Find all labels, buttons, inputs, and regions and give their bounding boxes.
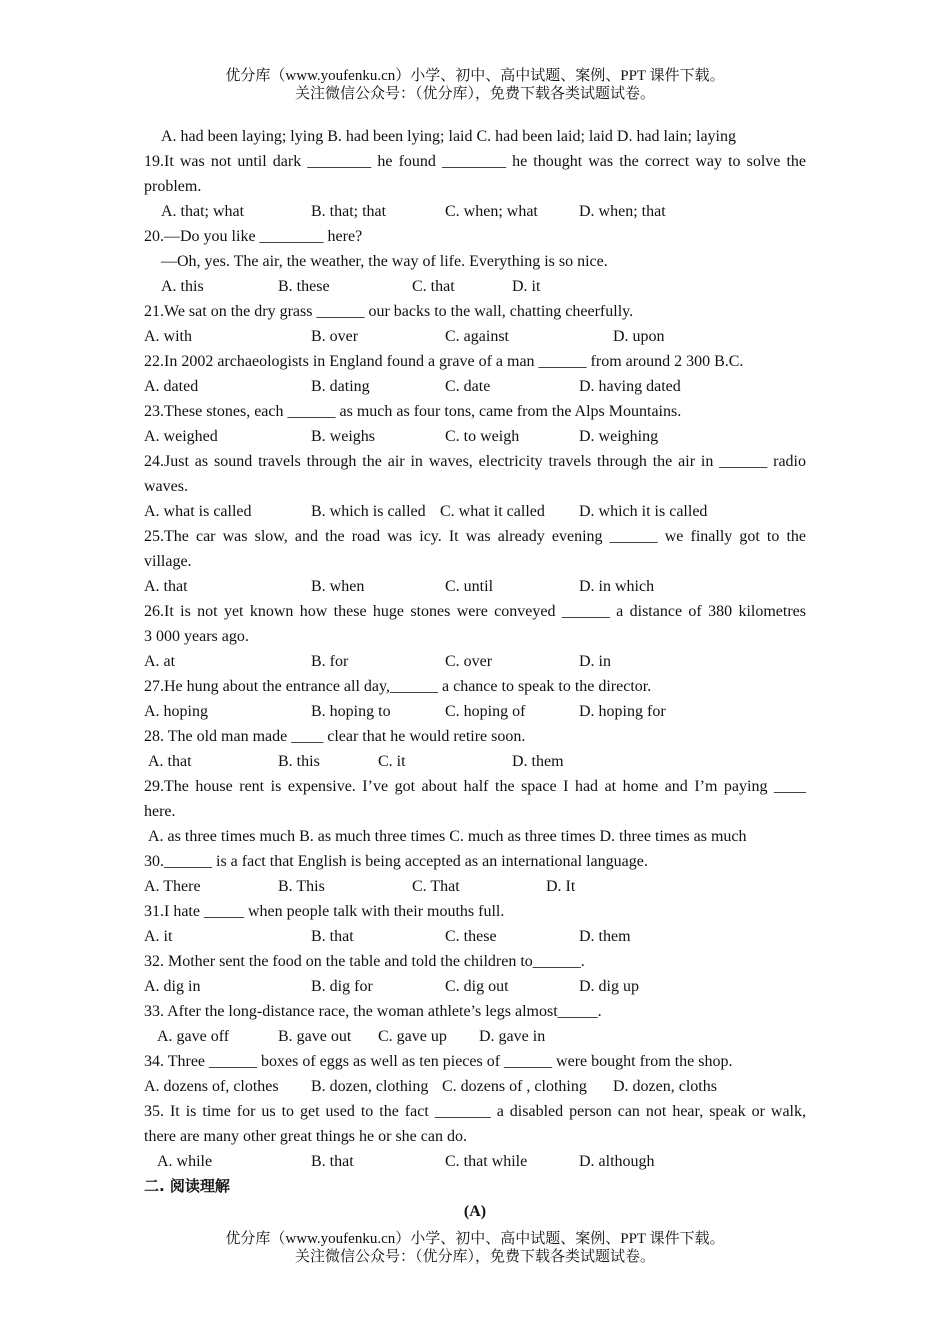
q30-stem: 30.______ is a fact that English is being accepted as an international language. [144,853,648,870]
q35-stem-cont: there are many other great things he or she can do. [144,1128,467,1145]
q34-stem: 34. Three ______ boxes of eggs as well as ten pieces of ______ were bought from the shop. [144,1053,733,1070]
option-c: C. date [445,378,491,395]
option-a: A. There [144,878,201,895]
option-d: D. having dated [579,378,681,395]
option-d: D. although [579,1153,655,1170]
q20-stem: 20.—Do you like ________ here? [144,228,363,245]
option-c: C. That [412,878,460,895]
option-d: D. weighing [579,428,659,445]
q26-stem-cont: 3 000 years ago. [144,628,249,645]
q19-stem-cont: problem. [144,178,202,195]
option-b: B. dozen, clothing [311,1078,429,1095]
option-b: B. over [311,328,359,345]
footer-line-2: 关注微信公众号：（优分库），免费下载各类试题试卷。 [294,1249,655,1265]
q23-stem: 23.These stones, each ______ as much as four tons, came from the Alps Mountains. [144,403,682,420]
option-b: B. This [278,878,325,895]
option-b: B. dating [311,378,370,395]
option-b: B. that; that [311,203,387,220]
option-c: C. over [445,653,493,670]
option-d: D. hoping for [579,703,666,720]
q27-options [144,699,806,724]
option-d: D. in which [579,578,655,595]
q29-options: A. as three times much B. as much three times C. much as three times D. three times as much [148,828,747,845]
q18-options: A. had been laying; lying B. had been lying; laid C. had been laid; laid D. had lain; laying [161,128,736,145]
option-a: A. hoping [144,703,208,720]
option-c: C. dozens of , clothing [442,1078,587,1095]
q19-stem: 19.It was not until dark ________ he found ________ he thought was the correct way to solve the [144,153,806,170]
q20-options [144,274,806,299]
q25-stem: 25.The car was slow, and the road was icy. It was already evening ______ we finally got to the [144,528,806,545]
option-b: B. weighs [311,428,375,445]
option-a: A. it [144,928,173,945]
option-b: B. that [311,1153,354,1170]
option-c: C. against [445,328,509,345]
option-a: A. dig in [144,978,201,995]
option-a: A. at [144,653,176,670]
q24-options [144,499,806,524]
q22-options [144,374,806,399]
q30-options [144,874,806,899]
section-heading: 二. 阅读理解 [144,1177,230,1195]
q29-stem-cont: here. [144,803,176,820]
q32-stem: 32. Mother sent the food on the table and told the children to______. [144,953,585,970]
header-line-1: 优分库（www.youfenku.cn）小学、初中、高中试题、案例、PPT 课件下载。 [225,68,725,84]
q28-stem: 28. The old man made ____ clear that he would retire soon. [144,728,526,745]
option-a: A. this [161,278,204,295]
header-line-2: 关注微信公众号：（优分库），免费下载各类试题试卷。 [294,86,655,102]
option-c: C. it [378,753,406,770]
option-b: B. which is called [311,503,426,520]
option-d: D. when; that [579,203,666,220]
option-a: A. dated [144,378,199,395]
page-header [0,67,950,103]
option-c: C. dig out [445,978,509,995]
q33-stem: 33. After the long-distance race, the woman athlete’s legs almost_____. [144,1003,602,1020]
q31-stem: 31.I hate _____ when people talk with their mouths full. [144,903,505,920]
option-a: A. that [148,753,192,770]
q28-options [144,749,806,774]
option-d: D. which it is called [579,503,708,520]
q19-options [144,199,806,224]
option-c: C. gave up [378,1028,447,1045]
option-d: D. dig up [579,978,639,995]
option-d: D. dozen, cloths [613,1078,717,1095]
option-d: D. upon [613,328,665,345]
q25-options [144,574,806,599]
passage-label: (A) [463,1203,487,1220]
q25-stem-cont: village. [144,553,192,570]
option-c: C. to weigh [445,428,520,445]
option-d: D. them [579,928,631,945]
q22-stem: 22.In 2002 archaeologists in England found a grave of a man ______ from around 2 300 B.C. [144,353,744,370]
option-d: D. gave in [479,1028,546,1045]
option-b: B. that [311,928,354,945]
option-a: A. weighed [144,428,218,445]
option-a: A. what is called [144,503,252,520]
q29-stem: 29.The house rent is expensive. I’ve got about half the space I had at home and I’m paying ____ [144,778,806,795]
option-a: A. while [157,1153,213,1170]
q26-stem: 26.It is not yet known how these huge stones were conveyed ______ a distance of 380 kilometres [144,603,806,620]
q33-options [144,1024,806,1049]
option-c: C. that while [445,1153,528,1170]
q24-stem: 24.Just as sound travels through the air in waves, electricity travels through the air in ______ radio [144,453,806,470]
q23-options [144,424,806,449]
q32-options [144,974,806,999]
q35-options [144,1149,806,1174]
option-b: B. this [278,753,320,770]
option-c: C. these [445,928,497,945]
q21-stem: 21.We sat on the dry grass ______ our backs to the wall, chatting cheerfully. [144,303,634,320]
q27-stem: 27.He hung about the entrance all day,______ a chance to speak to the director. [144,678,652,695]
option-a: A. gave off [157,1028,230,1045]
option-c: C. hoping of [445,703,526,720]
option-c: C. what it called [440,503,545,520]
option-b: B. for [311,653,349,670]
option-d: D. them [512,753,564,770]
q24-stem-cont: waves. [144,478,188,495]
q26-options [144,649,806,674]
footer-line-1: 优分库（www.youfenku.cn）小学、初中、高中试题、案例、PPT 课件下载。 [225,1231,725,1247]
option-b: B. when [311,578,365,595]
option-d: D. it [512,278,541,295]
option-b: B. dig for [311,978,373,995]
option-b: B. hoping to [311,703,391,720]
option-c: C. when; what [445,203,538,220]
q21-options [144,324,806,349]
option-d: D. It [546,878,576,895]
q20-stem-cont: —Oh, yes. The air, the weather, the way of life. Everything is so nice. [161,253,608,270]
option-c: C. until [445,578,494,595]
option-a: A. that [144,578,188,595]
option-b: B. these [278,278,330,295]
page-footer [0,1230,950,1266]
option-c: C. that [412,278,455,295]
q35-stem: 35. It is time for us to get used to the fact _______ a disabled person can not hear, speak or walk, [144,1103,806,1120]
option-b: B. gave out [278,1028,352,1045]
q34-options [144,1074,806,1099]
option-d: D. in [579,653,611,670]
option-a: A. with [144,328,192,345]
option-a: A. that; what [161,203,245,220]
option-a: A. dozens of, clothes [144,1078,279,1095]
q31-options [144,924,806,949]
question-list [144,124,806,1224]
